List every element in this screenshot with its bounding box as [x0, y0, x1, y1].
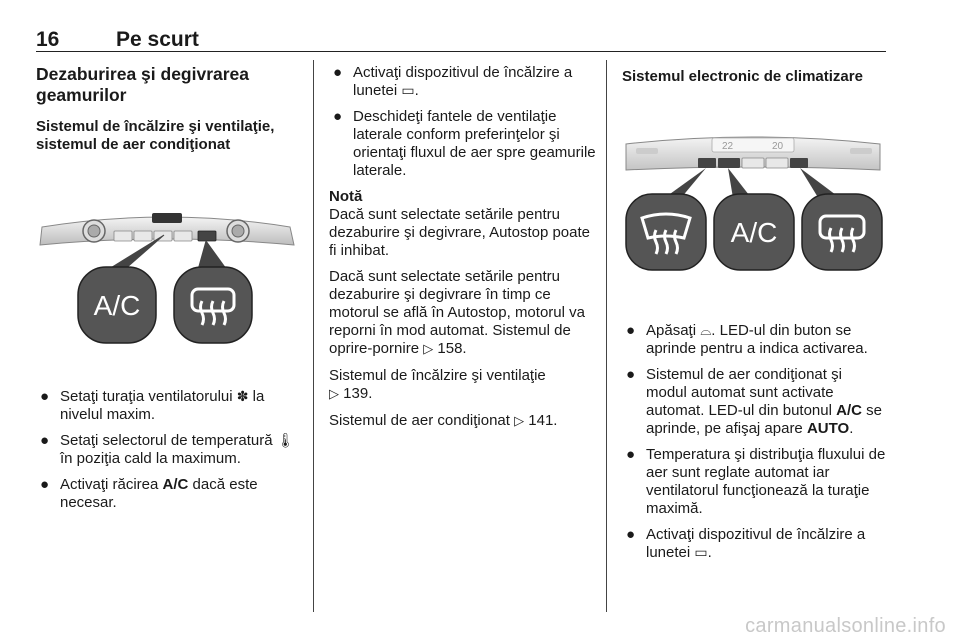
note-paragraph-1: Dacă sunt selectate setările pentru dezaburire şi degivrare, Autostop poate fi inhibat. — [329, 206, 590, 259]
col3-bullet-list — [622, 322, 886, 562]
windshield-defrost-icon: ⌓ — [700, 323, 712, 339]
page-title: Pe scurt — [116, 28, 199, 51]
rear-defrost-icon: ▭ — [694, 545, 708, 561]
rear-defrost-icon: ▭ — [401, 83, 415, 99]
page-number: 16 — [36, 28, 60, 51]
figure-manual-climate-panel — [36, 205, 298, 345]
column-divider-1 — [313, 60, 314, 612]
list-item: ● Apăsaţi ⌓. LED-ul din buton se aprinde pentru a indica activarea. — [626, 322, 868, 357]
column-3 — [622, 64, 886, 86]
list-item: ● Setaţi turaţia ventilatorului ✽ la nivelul maxim. — [40, 388, 265, 423]
column-1 — [36, 64, 304, 154]
list-item: ● Activaţi dispozitivul de încălzire a lunetei ▭. — [333, 64, 573, 99]
list-item: ● Sistemul de aer condiţionat şi modul automat sunt activate automat. LED-ul din butonul A/C se aprinde, pe afişaj apare AUTO. — [626, 366, 882, 437]
reference-heating: Sistemul de încălzire şi ventilaţie ▷ 139. — [329, 367, 546, 402]
reference-ac: Sistemul de aer condiţionat ▷ 141. — [329, 412, 558, 429]
section-title-electronic-climate: Sistemul electronic de climatizare — [622, 68, 863, 85]
fan-icon: ✽ — [236, 389, 249, 405]
manual-panel-illustration — [36, 205, 298, 345]
display-temp-right: 20 — [772, 141, 784, 152]
page-ref-arrow-icon: ▷ — [423, 342, 434, 357]
note-paragraph-2: Dacă sunt selectate setările pentru dezaburire şi degivrare în timp ce motorul se află în Autostop, motorul va reporni în mod automat. Sistemul de oprire-pornire ▷ 158. — [329, 268, 585, 357]
watermark: carmanualsonline.info — [745, 615, 946, 637]
col3-bullets-wrap — [622, 322, 886, 570]
col2-bullet-list — [329, 64, 597, 180]
page-ref-arrow-icon: ▷ — [329, 387, 339, 402]
figure-electronic-climate-panel — [622, 130, 884, 275]
page-ref-arrow-icon: ▷ — [514, 414, 525, 429]
column-2 — [329, 64, 597, 431]
display-temp-left: 22 — [722, 141, 734, 152]
note-title: Notă — [329, 188, 363, 205]
list-item: ● Deschideţi fantele de ventilaţie laterale conform preferinţelor şi orientaţi fluxul de aer spre geamurile laterale. — [333, 108, 596, 179]
electronic-panel-illustration — [622, 130, 884, 275]
column-divider-2 — [606, 60, 607, 612]
hazard-button — [152, 213, 182, 223]
ac-callout-label: A/C — [93, 290, 141, 321]
thermometer-icon: 🌡 — [276, 433, 295, 449]
list-item: ● Temperatura şi distribuţia fluxului de aer sunt reglate automat iar ventilatorul funcţionează la turaţie maximă. — [626, 446, 886, 517]
col1-bullet-list — [36, 388, 304, 512]
subsection-title-hvac: Sistemul de încălzire şi ventilaţie, sistemul de aer condiţionat — [36, 118, 275, 153]
list-item: ● Setaţi selectorul de temperatură 🌡 în poziţia cald la maximum. — [40, 432, 295, 467]
section-title-defrost: Dezaburirea şi degivrarea geamurilor — [36, 64, 250, 105]
list-item: ● Activaţi răcirea A/C dacă este necesar. — [40, 476, 258, 511]
ac-callout-label: A/C — [730, 217, 778, 248]
col1-bullets-wrap — [36, 388, 304, 520]
list-item: ● Activaţi dispozitivul de încălzire a lunetei ▭. — [626, 526, 866, 561]
page-header — [36, 30, 886, 52]
